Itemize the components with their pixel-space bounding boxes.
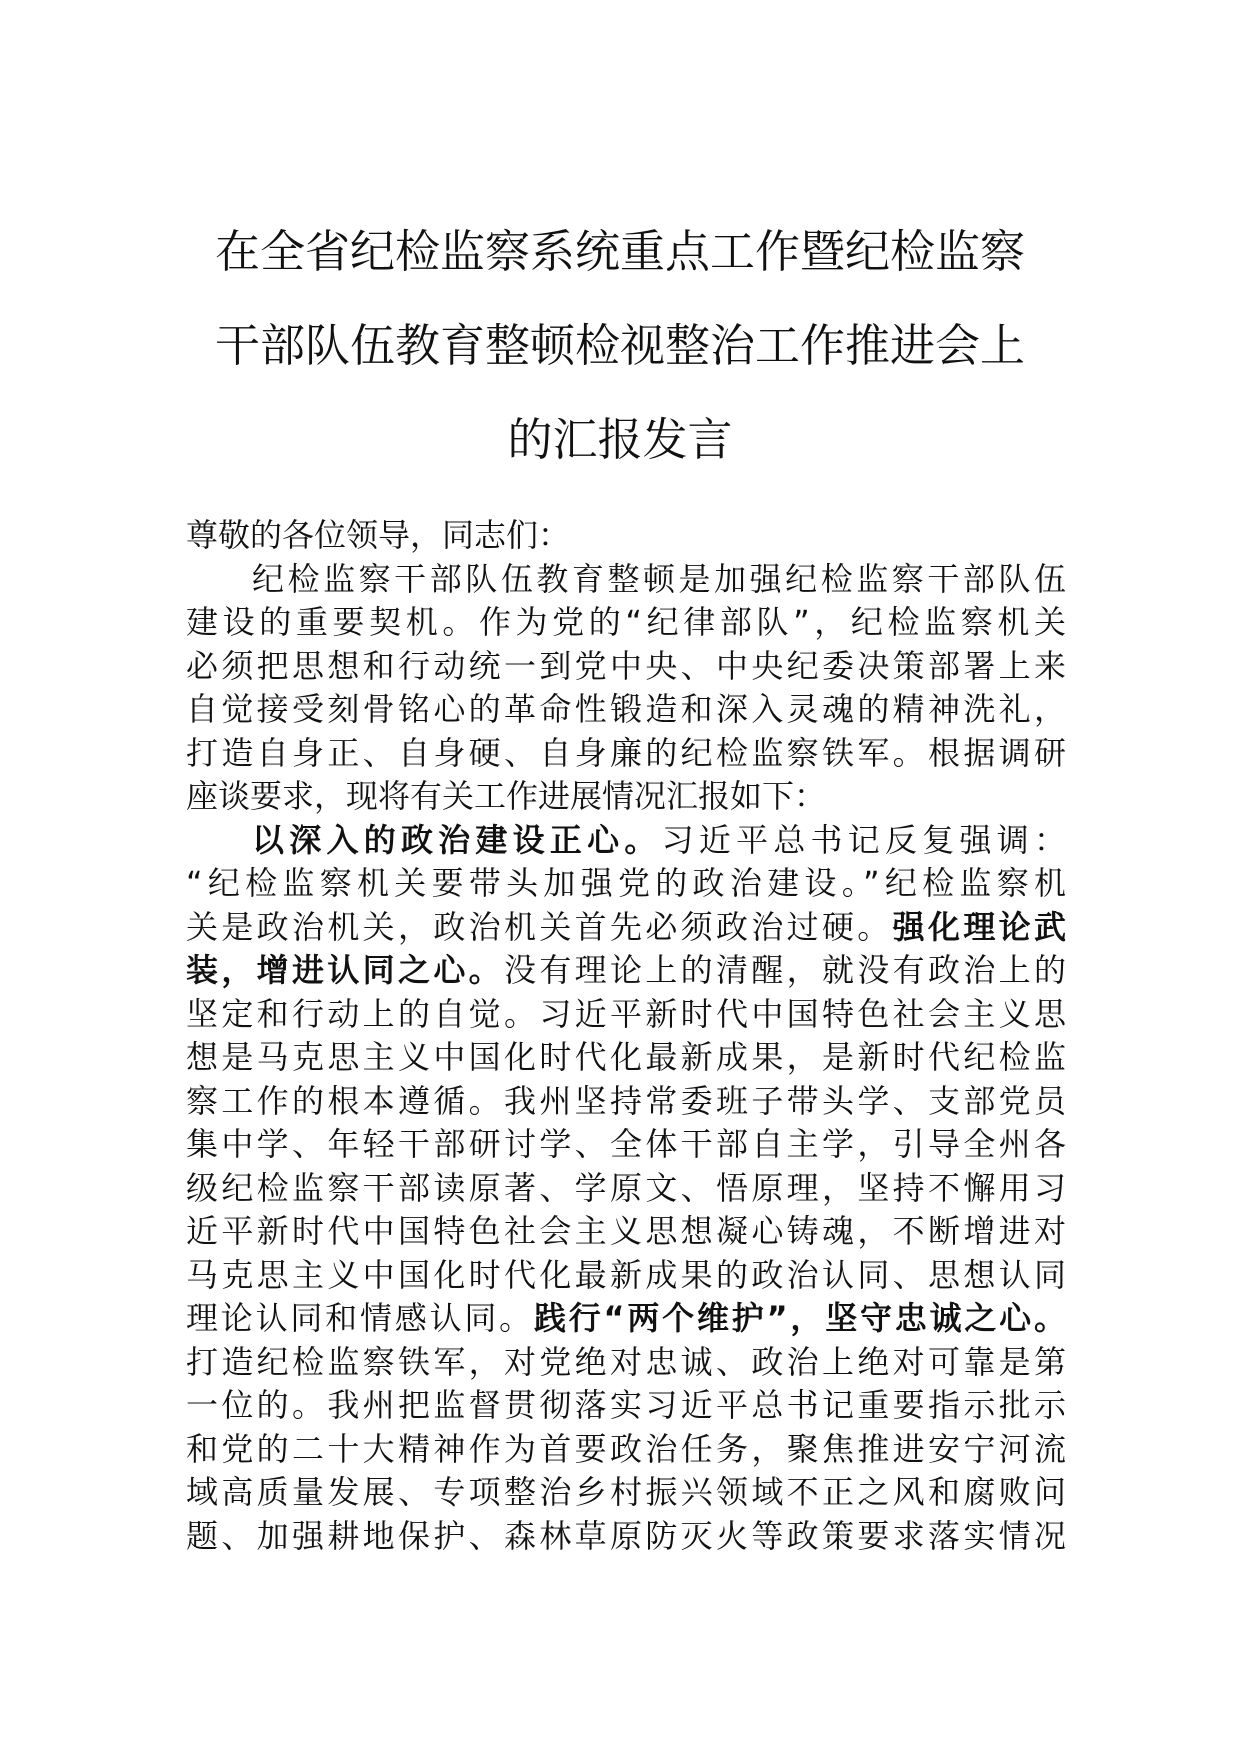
subheading: 装，增进认同之心。 xyxy=(186,951,504,989)
subheading: 践行“两个维护”，坚守忠诚之心。 xyxy=(533,1299,1066,1337)
paragraph-line xyxy=(186,949,1066,993)
paragraph-line: 纪检监察干部队伍教育整顿是加强纪检监察干部队伍 xyxy=(252,559,1066,598)
paragraph-line: 近平新时代中国特色社会主义思想凝心铸魂，不断增进对 xyxy=(186,1212,1066,1250)
title-line-2: 干部队伍教育整顿检视整治工作推进会上 xyxy=(214,319,1025,372)
paragraph-line: 座谈要求，现将有关工作进展情况汇报如下： xyxy=(186,777,827,815)
document-title xyxy=(150,205,1090,487)
paragraph-line: “纪检监察机关要带头加强党的政治建设。”纪检监察机 xyxy=(186,864,1066,902)
text-run: 习近平总书记反复强调： xyxy=(661,820,1066,859)
paragraph-line xyxy=(186,819,1066,863)
salutation: 尊敬的各位领导，同志们： xyxy=(186,516,571,554)
paragraph-line: 察工作的根本遵循。我州坚持常委班子带头学、支部党员 xyxy=(186,1081,1066,1120)
paragraph-line xyxy=(186,1297,1066,1341)
paragraph-political-building xyxy=(186,819,1066,1559)
paragraph-line: 级纪检监察干部读原著、学原文、悟原理，坚持不懈用习 xyxy=(186,1168,1066,1207)
title-line-1: 在全省纪检监察系统重点工作暨纪检监察 xyxy=(214,225,1025,278)
paragraph-line: 自觉接受刻骨铭心的革命性锻造和深入灵魂的精神洗礼， xyxy=(186,690,1066,728)
paragraph-line: 和党的二十大精神作为首要政治任务，聚焦推进安宁河流 xyxy=(186,1429,1066,1468)
paragraph-line: 建设的重要契机。作为党的“纪律部队”，纪检监察机关 xyxy=(186,603,1066,641)
paragraph-line xyxy=(186,906,1066,950)
text-run: 理论认同和情感认同。 xyxy=(186,1299,534,1337)
paragraph-intro xyxy=(186,558,1066,819)
paragraph-line: 打造纪检监察铁军，对党绝对忠诚、政治上绝对可靠是第 xyxy=(186,1342,1066,1381)
paragraph-line: 坚定和行动上的自觉。习近平新时代中国特色社会主义思 xyxy=(186,994,1066,1033)
paragraph-line: 集中学、年轻干部研讨学、全体干部自主学，引导全州各 xyxy=(186,1125,1066,1163)
paragraph-line: 题、加强耕地保护、森林草原防灭火等政策要求落实情况 xyxy=(186,1516,1066,1555)
subheading: 强化理论武 xyxy=(892,907,1066,946)
paragraph-line: 域高质量发展、专项整治乡村振兴领域不正之风和腐败问 xyxy=(186,1473,1066,1511)
paragraph-line: 一位的。我州把监督贯彻落实习近平总书记重要指示批示 xyxy=(186,1386,1066,1424)
paragraph-line: 打造自身正、自身硬、自身廉的纪检监察铁军。根据调研 xyxy=(186,733,1066,772)
title-line-3: 的汇报发言 xyxy=(507,413,733,466)
paragraph-line: 马克思主义中国化时代化最新成果的政治认同、思想认同 xyxy=(186,1255,1066,1294)
document-body xyxy=(186,514,1066,1558)
paragraph-line: 想是马克思主义中国化时代化最新成果，是新时代纪检监 xyxy=(186,1038,1066,1076)
text-run: 关是政治机关，政治机关首先必须政治过硬。 xyxy=(186,907,893,946)
paragraph-line: 必须把思想和行动统一到党中央、中央纪委决策部署上来 xyxy=(186,646,1066,685)
text-run: 没有理论上的清醒，就没有政治上的 xyxy=(504,951,1066,989)
section-heading: 以深入的政治建设正心。 xyxy=(252,820,662,859)
